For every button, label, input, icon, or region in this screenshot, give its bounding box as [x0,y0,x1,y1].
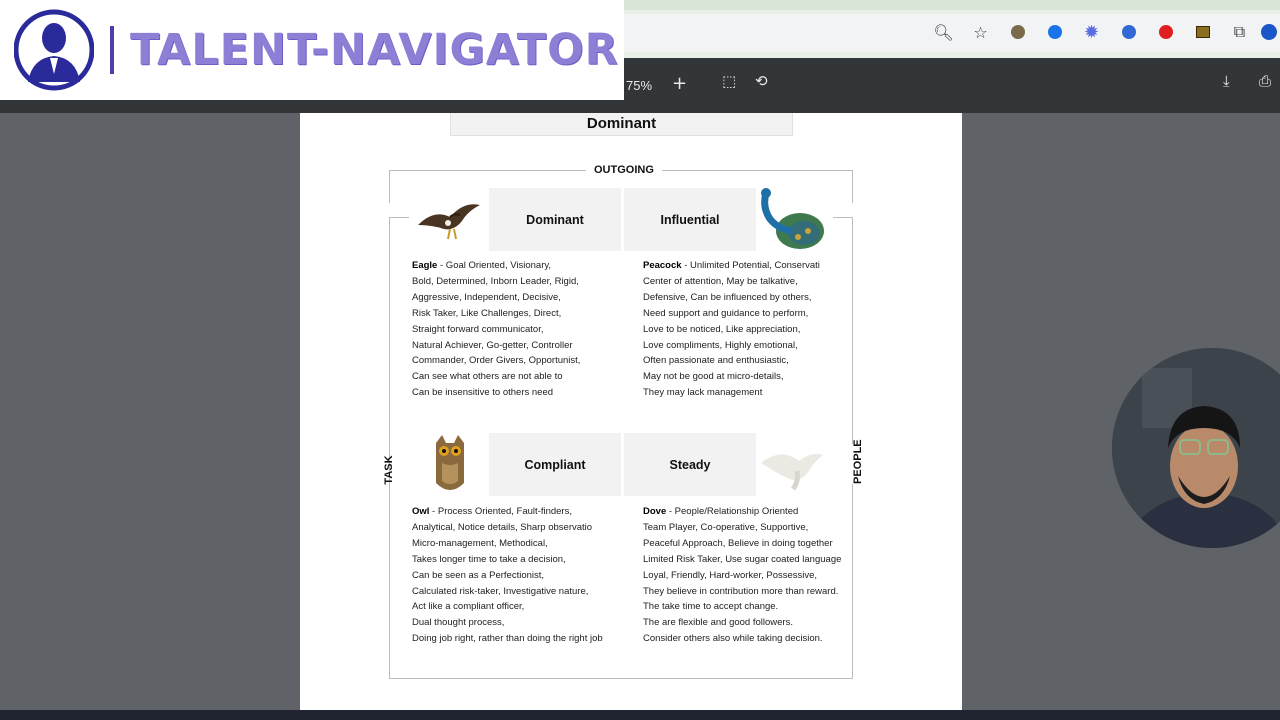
browser-actions [925,18,1280,46]
star-icon[interactable]: ☆ [973,22,988,42]
extension-icon[interactable] [1110,18,1147,46]
quadrant-heading-steady: Steady [624,433,756,496]
print-icon[interactable]: ⎙ [1259,72,1272,90]
extension-icon[interactable] [1147,18,1184,46]
logo-divider [110,26,114,74]
extension-icon[interactable] [1184,18,1221,46]
eagle-icon [414,195,484,246]
rotate-icon[interactable]: ⟲ [755,72,768,90]
quadrant-heading-compliant: Compliant [489,433,621,496]
quadrant-text-influential: Peacock - Unlimited Potential, Conservati Center of attention, May be talkative, Defensive, Can be influenced by others, Need support and guidance to perform, Love to be noticed, Like appreciation, Love compliments, Highly emotional, Often passionate and enthusiastic, May not be good at micro-details, They may lack management [643,260,820,399]
extension-icon[interactable]: ✹ [1083,21,1100,43]
page-title: Dominant [450,113,793,136]
animal-name: Owl [412,506,430,517]
extension-icon[interactable] [999,18,1036,46]
peacock-icon [756,187,828,258]
axis-label-outgoing: OUTGOING [586,164,662,176]
animal-name: Dove [643,506,667,517]
frame-tick [833,217,853,218]
fit-page-icon[interactable]: ⬚ [722,72,737,90]
owl-icon [432,433,468,502]
talent-navigator-logo [0,0,624,100]
zoom-level[interactable]: 75% [626,78,653,93]
tab-strip [624,0,1280,10]
os-taskbar [0,710,1280,720]
quadrant-heading-dominant: Dominant [489,188,621,251]
frame-tick [389,217,409,218]
axis-label-people: PEOPLE [852,439,864,484]
extension-icon[interactable] [1036,18,1073,46]
pdf-page [300,113,962,703]
logo-text: TALENT-NAVIGATOR [130,25,619,75]
zoom-in-icon[interactable]: + [672,73,688,94]
axis-label-task: TASK [383,455,395,485]
download-icon[interactable]: ⤓ [1223,72,1230,90]
dove-icon [759,441,825,496]
quadrant-text-steady: Dove - People/Relationship Oriented Team Player, Co-operative, Supportive, Peaceful Approach, Believe in doing together Limited Risk Taker, Use sugar coated language Loyal, Friendly, Hard-worker, Possessive, They believe in contribution more than reward. The take time to accept change. The are flexible and good followers. Consider others also while taking decision. [643,506,842,645]
quadrant-text-compliant: Owl - Process Oriented, Fault-finders, Analytical, Notice details, Sharp observatio Micro-management, Methodical, Takes longer time to take a decision, Can be seen as a Perfectionist, Calculated risk-taker, Investigative nature, Act like a compliant officer, Dual thought process, Doing job right, rather than doing the right job [412,506,603,645]
webcam-overlay [1112,348,1280,548]
logo-person-icon [14,8,94,92]
search-icon[interactable]: 🔍︎ [933,22,954,42]
quadrant-heading-influential: Influential [624,188,756,251]
quadrant-text-dominant: Eagle - Goal Oriented, Visionary, Bold, Determined, Inborn Leader, Rigid, Aggressive, Independent, Decisive, Risk Taker, Like Challenges, Direct, Straight forward communicator, Natural Achiever, Go-getter, Controller Commander, Order Givers, Opportunist, Can see what others are not able to Can be insensitive to others need [412,260,581,399]
animal-name: Peacock [643,260,682,271]
profile-icon[interactable] [1258,18,1280,46]
animal-name: Eagle [412,260,438,271]
puzzle-icon[interactable]: ⧉ [1233,22,1246,41]
